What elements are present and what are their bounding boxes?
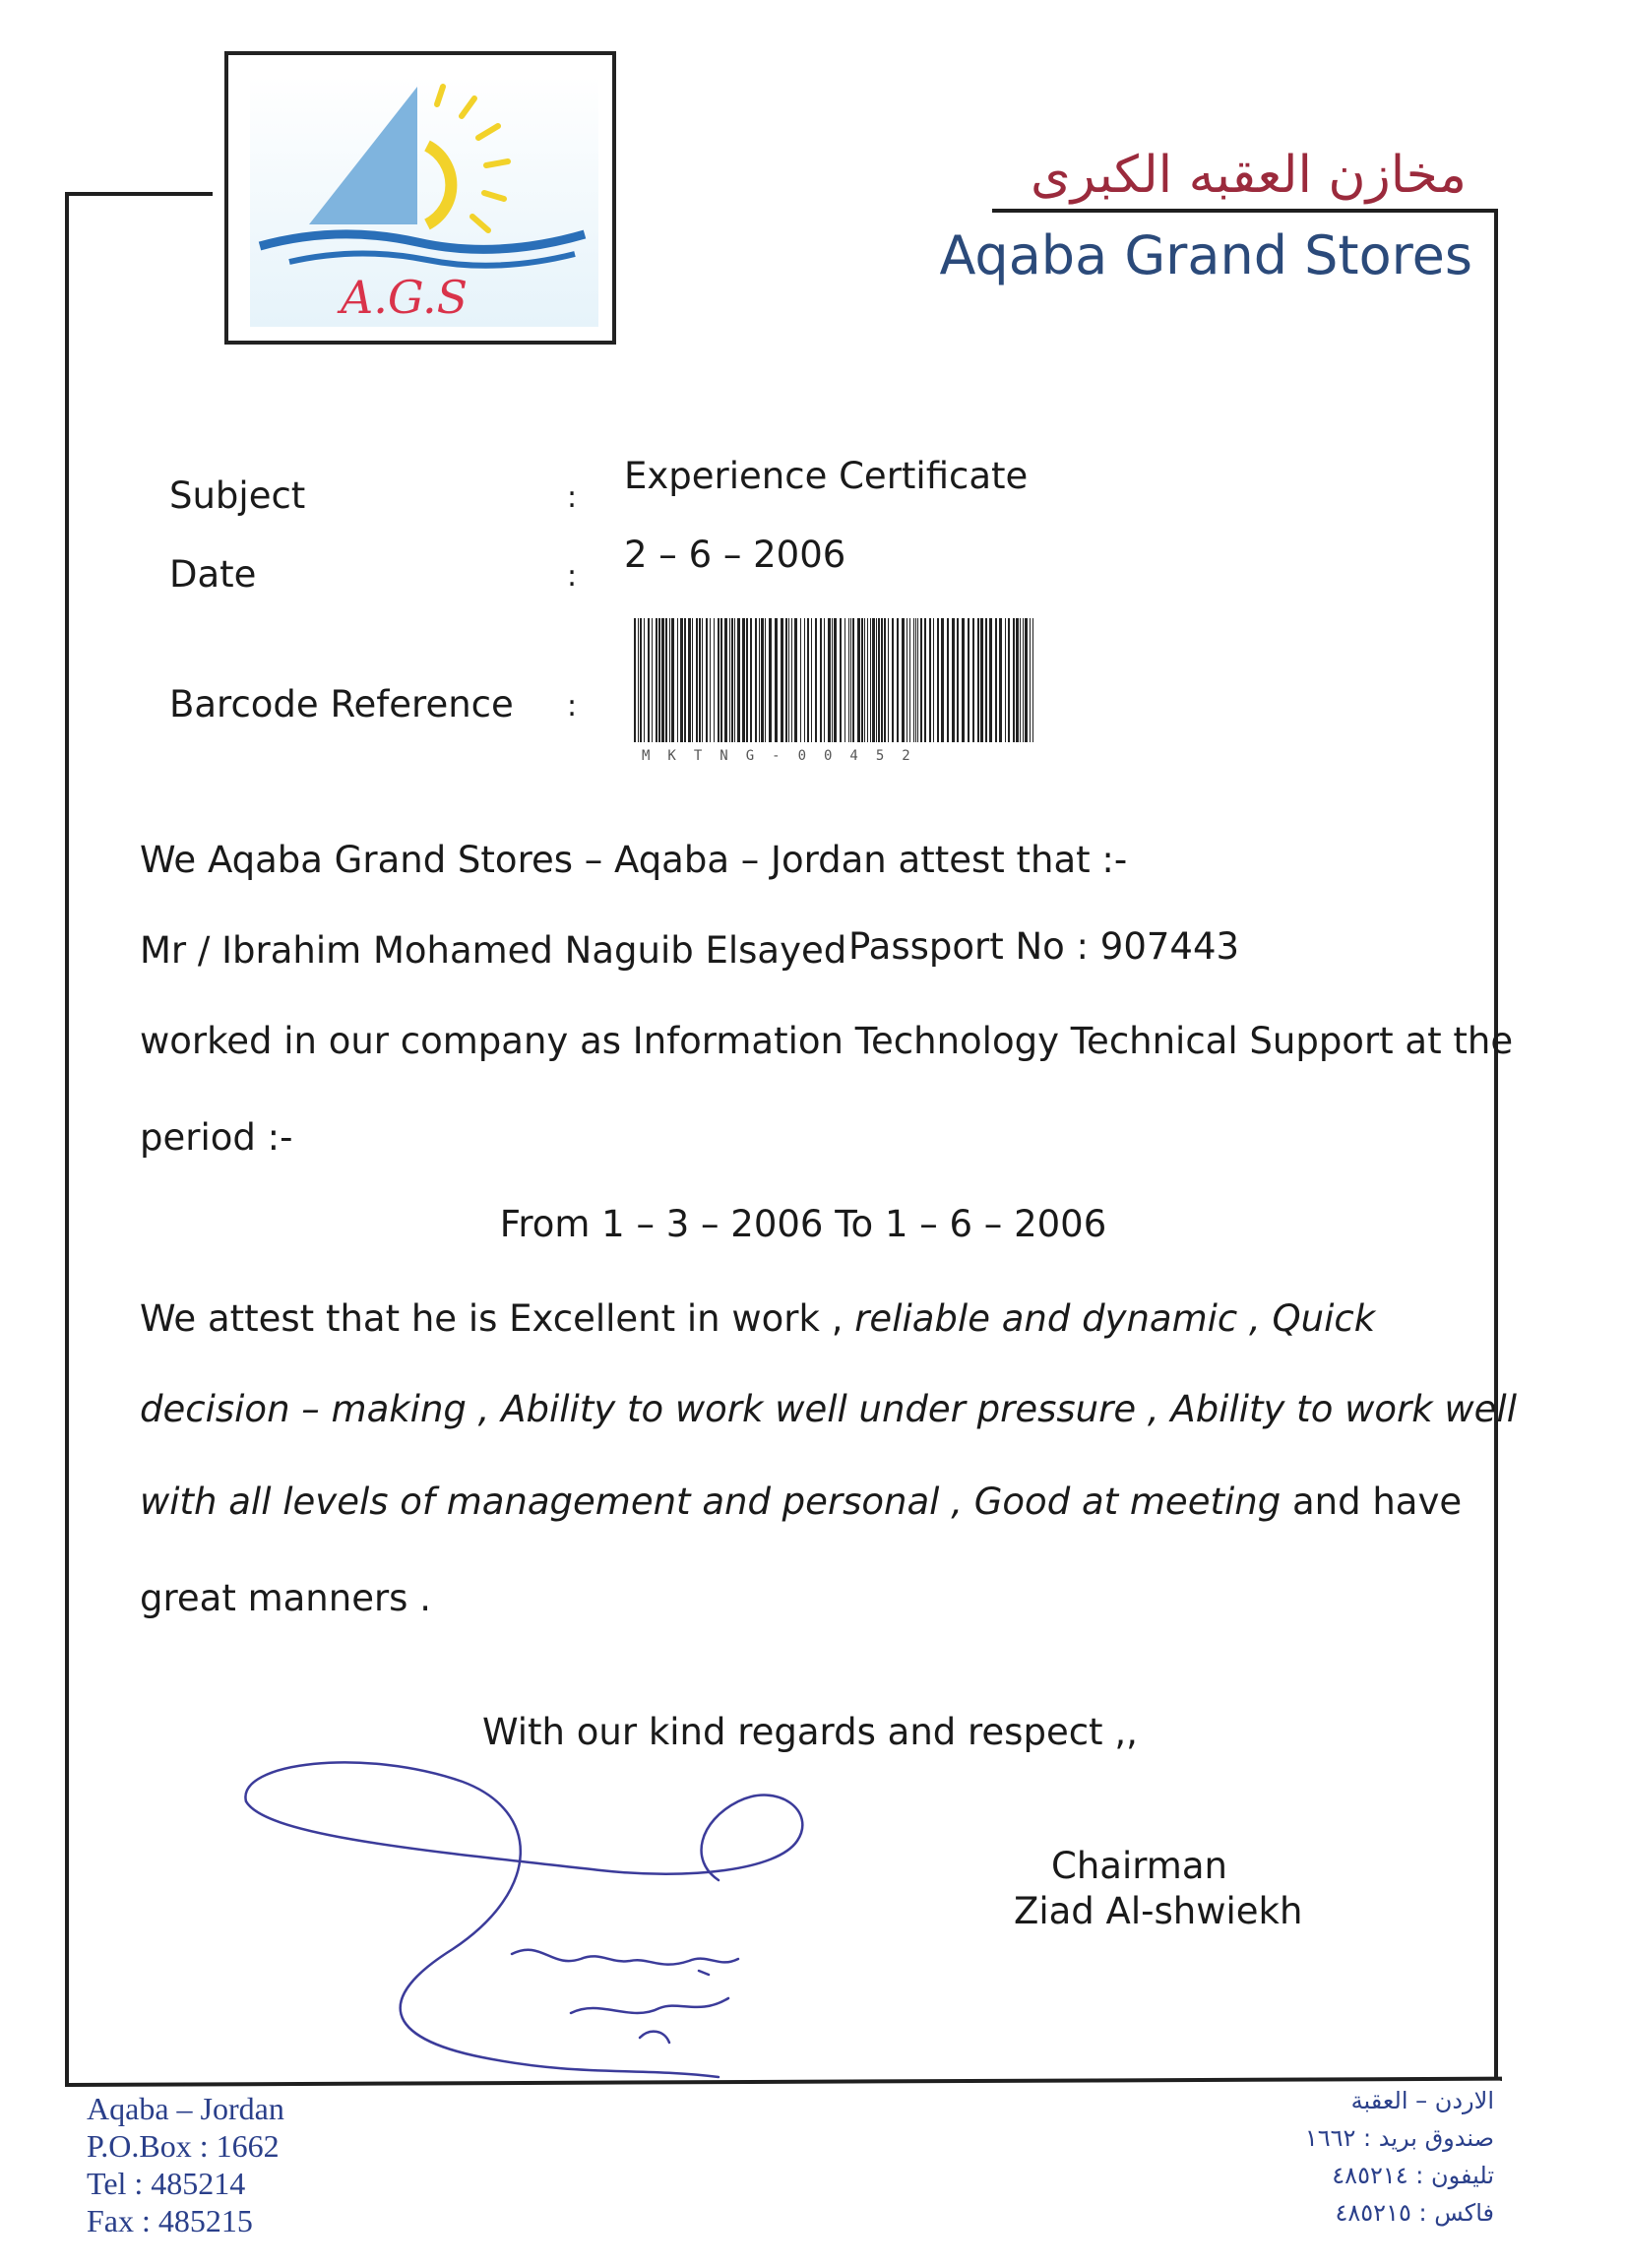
skills-line: decision – making , Ability to work well under pressure , Ability to work well [140,1388,1517,1430]
barcode-bar [884,618,886,742]
barcode-bar [972,618,974,742]
management-line [140,1480,1462,1523]
footer-ar-fax: فاكس : ٤٨٥٢١٥ [1335,2199,1494,2227]
barcode-bar [850,618,851,742]
barcode-bar [692,618,693,742]
footer-tel: Tel : 485214 [87,2166,246,2201]
frame-left [65,192,69,2087]
barcode-bar [952,618,955,742]
barcode-bar [759,618,760,742]
period-label: period :- [140,1116,293,1159]
barcode-bar [909,618,910,742]
barcode-bar [710,618,711,742]
barcode-bar [852,618,854,742]
barcode-bar [1032,618,1033,742]
barcode-bar [1013,618,1015,742]
frame-top-right [992,209,1498,213]
barcode-bar [718,618,719,742]
barcode-bar [977,618,979,742]
barcode-bar [867,618,868,742]
barcode-bar [775,618,778,742]
barcode-bar [995,618,997,742]
barcode-bar [677,618,678,742]
barcode-bar [962,618,965,742]
footer-address-line: Aqaba – Jordan [87,2091,284,2126]
company-name-arabic: مخازن العقبه الكبرى [1031,146,1467,205]
management-italic-text: with all levels of management and personal , Good at meeting [140,1480,1282,1523]
footer-ar-tel: تليفون : ٤٨٥٢١٤ [1332,2162,1494,2189]
barcode-bar [947,618,949,742]
barcode-bar [729,618,730,742]
footer-ar-pobox: صندوق بريد : ١٦٦٢ [1304,2124,1494,2152]
barcode-bar [688,618,691,742]
closing-regards: With our kind regards and respect ,, [482,1711,1138,1753]
barcode-bar [929,618,931,742]
barcode-colon: : [567,689,578,724]
barcode-image [632,618,1037,746]
barcode-bar [746,618,748,742]
subject-value: Experience Certificate [624,455,1029,497]
barcode-bar [761,618,764,742]
barcode-bar [765,618,766,742]
barcode-bar [1020,618,1021,742]
barcode-bar [665,618,667,742]
barcode-bar [658,618,660,742]
barcode-bar [638,618,639,742]
handwritten-signature [226,1742,837,2097]
barcode-label: Barcode Reference [169,683,514,725]
date-label: Date [169,553,257,596]
footer-ar-address: الاردن – العقبة [1350,2087,1494,2114]
subject-label: Subject [169,474,306,517]
barcode-bar [933,618,934,742]
barcode-bar [785,618,787,742]
barcode-bar [864,618,865,742]
barcode-bar [696,618,698,742]
frame-right [1494,209,1498,2079]
barcode-bar [892,618,894,742]
signatory-name: Ziad Al-shwiekh [1014,1890,1303,1932]
barcode-bar [661,618,664,742]
barcode-bar [870,618,871,742]
barcode-bar [634,618,636,742]
barcode-bar [755,618,757,742]
barcode-bar [1023,618,1024,742]
barcode-bar [1005,618,1006,742]
barcode-bar [1008,618,1010,742]
barcode-bar [742,618,745,742]
barcode-bar [652,618,653,742]
barcode-bar [781,618,783,742]
barcode-bar [648,618,650,742]
barcode-bar [720,618,722,742]
attest-plain-text: We attest that he is Excellent in work , [140,1297,855,1340]
subject-colon: : [567,480,578,515]
barcode-bar [800,618,801,742]
barcode-bar [724,618,727,742]
barcode-bar [878,618,880,742]
barcode-reference-text: MKTNG-00452 [642,748,928,764]
barcode-bar [861,618,863,742]
date-colon: : [567,559,578,594]
barcode-bar [920,618,922,742]
job-description-line: worked in our company as Information Technology Technical Support at the [140,1020,1514,1062]
barcode-bar [820,618,822,742]
barcode-bar [957,618,959,742]
attest-intro-line: We Aqaba Grand Stores – Aqaba – Jordan attest that :- [140,839,1128,881]
barcode-bar [1016,618,1019,742]
barcode-bar [888,618,889,742]
logo-graphic [250,77,598,327]
barcode-bar [680,618,683,742]
barcode-bar [737,618,740,742]
barcode-bar [815,618,817,742]
barcode-bar [902,618,905,742]
management-plain-text: and have [1281,1480,1463,1523]
barcode-bar [811,618,812,742]
company-name-english: Aqaba Grand Stores [939,224,1472,286]
barcode-bar [844,618,845,742]
barcode-bar [804,618,805,742]
barcode-bar [788,618,789,742]
barcode-bar [807,618,809,742]
barcode-bar [917,618,918,742]
barcode-bar [769,618,772,742]
barcode-bar [669,618,670,742]
barcode-bar [834,618,837,742]
barcode-bar [980,618,983,742]
barcode-bar [671,618,674,742]
barcode-bar [702,618,703,742]
barcode-bar [824,618,825,742]
barcode-bar [897,618,899,742]
manners-line: great manners . [140,1577,431,1619]
barcode-bar [794,618,797,742]
attest-italic-text: reliable and dynamic , Quick [854,1297,1376,1340]
barcode-bar [714,618,715,742]
barcode-bar [985,618,987,742]
barcode-bar [989,618,992,742]
barcode-bar [656,618,657,742]
logo-text: A.G.S [341,271,469,324]
barcode-bar [828,618,831,742]
barcode-bar [832,618,833,742]
barcode-bar [937,618,939,742]
barcode-bar [699,618,701,742]
barcode-bar [750,618,752,742]
barcode-bar [876,618,877,742]
barcode-bar [999,618,1002,742]
barcode-bar [840,618,842,742]
barcode-bar [881,618,883,742]
employment-period: From 1 – 3 – 2006 To 1 – 6 – 2006 [499,1203,1107,1245]
barcode-bar [924,618,926,742]
barcode-bar [734,618,735,742]
barcode-bar [913,618,914,742]
barcode-bar [791,618,792,742]
barcode-bar [706,618,708,742]
signatory-title: Chairman [1051,1845,1227,1887]
attest-quality-line [140,1297,1375,1340]
date-value: 2 – 6 – 2006 [624,534,846,576]
barcode-bar [640,618,642,742]
company-logo [224,51,616,345]
barcode-bar [1025,618,1028,742]
barcode-bar [731,618,733,742]
footer-fax: Fax : 485215 [87,2203,253,2238]
passport-number: Passport No : 907443 [848,925,1240,968]
barcode-bar [684,618,686,742]
barcode-bar [941,618,944,742]
barcode-bar [1030,618,1031,742]
barcode-bar [915,618,916,742]
footer-pobox: P.O.Box : 1662 [87,2128,280,2164]
barcode-bar [968,618,969,742]
barcode-bar [872,618,875,742]
barcode-bar [848,618,849,742]
employee-name: Mr / Ibrahim Mohamed Naguib Elsayed [140,929,847,972]
barcode-bar [644,618,645,742]
barcode-bar [857,618,860,742]
frame-top-left [65,192,213,196]
